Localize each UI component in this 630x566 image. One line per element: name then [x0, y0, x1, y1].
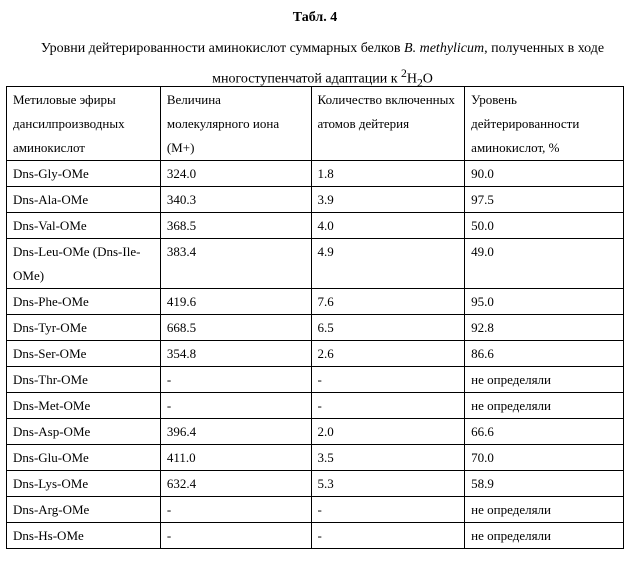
cell-deuteration-level: 92.8 [465, 315, 624, 341]
cell-deuterium-atoms: 2.0 [311, 419, 465, 445]
cell-molecular-ion: - [160, 523, 311, 549]
cell-deuterium-atoms: 3.9 [311, 187, 465, 213]
table-row [7, 341, 624, 367]
table-row [7, 393, 624, 419]
cell-deuteration-level: не определяли [465, 523, 624, 549]
cell-deuteration-level: не определяли [465, 393, 624, 419]
cell-deuterium-atoms: 3.5 [311, 445, 465, 471]
table-row [7, 213, 624, 239]
cell-molecular-ion: 340.3 [160, 187, 311, 213]
cell-deuteration-level: не определяли [465, 367, 624, 393]
table-row [7, 367, 624, 393]
header-row [7, 87, 624, 161]
cell-deuteration-level: 90.0 [465, 161, 624, 187]
cell-molecular-ion: 324.0 [160, 161, 311, 187]
cell-deuteration-level: 95.0 [465, 289, 624, 315]
cell-compound: Dns-Thr-OMe [7, 367, 161, 393]
header-molecular-ion: Величина молекулярного иона (М+) [160, 87, 311, 161]
header-amino-acid-esters: Метиловые эфиры дансилпроизводных аминокислот [7, 87, 161, 161]
cell-compound: Dns-Tyr-OMe [7, 315, 161, 341]
table-row [7, 315, 624, 341]
cell-deuterium-atoms: 1.8 [311, 161, 465, 187]
table-row [7, 471, 624, 497]
cell-deuteration-level: 97.5 [465, 187, 624, 213]
cell-deuteration-level: 86.6 [465, 341, 624, 367]
table-row [7, 497, 624, 523]
header-deuterium-atoms: Количество включенных атомов дейтерия [311, 87, 465, 161]
table-row [7, 523, 624, 549]
table-header [7, 87, 624, 161]
cell-deuteration-level: 66.6 [465, 419, 624, 445]
cell-compound: Dns-Val-OMe [7, 213, 161, 239]
table-number: Табл. 4 [292, 10, 338, 25]
table-row [7, 445, 624, 471]
cell-deuterium-atoms: - [311, 497, 465, 523]
cell-deuterium-atoms: 5.3 [311, 471, 465, 497]
cell-compound: Dns-Lys-OMe [7, 471, 161, 497]
cell-molecular-ion: - [160, 367, 311, 393]
caption-organism: B. methylicum [404, 41, 485, 56]
cell-compound: Dns-Leu-OMe (Dns-Ile-OMe) [7, 239, 161, 289]
cell-molecular-ion: 411.0 [160, 445, 311, 471]
cell-compound: Dns-Gly-OMe [7, 161, 161, 187]
cell-deuterium-atoms: - [311, 393, 465, 419]
cell-deuterium-atoms: - [311, 523, 465, 549]
table-row [7, 187, 624, 213]
cell-compound: Dns-Glu-OMe [7, 445, 161, 471]
caption-formula-h: H [406, 71, 417, 87]
table-row [7, 161, 624, 187]
header-deuteration-level: Уровень дейтерированности аминокислот, % [465, 87, 624, 161]
cell-deuteration-level: 70.0 [465, 445, 624, 471]
cell-compound: Dns-Hs-OMe [7, 523, 161, 549]
cell-molecular-ion: 396.4 [160, 419, 311, 445]
caption-isotope: 2 [401, 67, 407, 80]
cell-deuteration-level: 50.0 [465, 213, 624, 239]
cell-deuterium-atoms: 7.6 [311, 289, 465, 315]
cell-deuterium-atoms: - [311, 367, 465, 393]
cell-molecular-ion: 632.4 [160, 471, 311, 497]
caption-formula-sub: 2 [416, 76, 423, 90]
cell-deuterium-atoms: 2.6 [311, 341, 465, 367]
cell-molecular-ion: 368.5 [160, 213, 311, 239]
cell-deuterium-atoms: 4.0 [311, 213, 465, 239]
cell-molecular-ion: - [160, 497, 311, 523]
cell-molecular-ion: 668.5 [160, 315, 311, 341]
cell-deuterium-atoms: 4.9 [311, 239, 465, 289]
cell-compound: Dns-Ala-OMe [7, 187, 161, 213]
cell-deuteration-level: 58.9 [465, 471, 624, 497]
cell-compound: Dns-Phe-OMe [7, 289, 161, 315]
cell-molecular-ion: 354.8 [160, 341, 311, 367]
cell-compound: Dns-Met-OMe [7, 393, 161, 419]
table-body [7, 161, 624, 549]
table-row [7, 239, 624, 289]
cell-molecular-ion: - [160, 393, 311, 419]
caption-text-2: , полученных в ходе многоступенчатой адаптации к [212, 41, 605, 87]
cell-molecular-ion: 383.4 [160, 239, 311, 289]
cell-molecular-ion: 419.6 [160, 289, 311, 315]
caption-text-1: Уровни дейтерированности аминокислот суммарных белков [40, 41, 405, 56]
table-row [7, 289, 624, 315]
deuteration-table [6, 86, 624, 549]
table-row [7, 419, 624, 445]
cell-compound: Dns-Asp-OMe [7, 419, 161, 445]
cell-compound: Dns-Arg-OMe [7, 497, 161, 523]
cell-deuteration-level: не определяли [465, 497, 624, 523]
cell-deuteration-level: 49.0 [465, 239, 624, 289]
caption-formula-o: O [422, 71, 433, 87]
cell-deuterium-atoms: 6.5 [311, 315, 465, 341]
cell-compound: Dns-Ser-OMe [7, 341, 161, 367]
